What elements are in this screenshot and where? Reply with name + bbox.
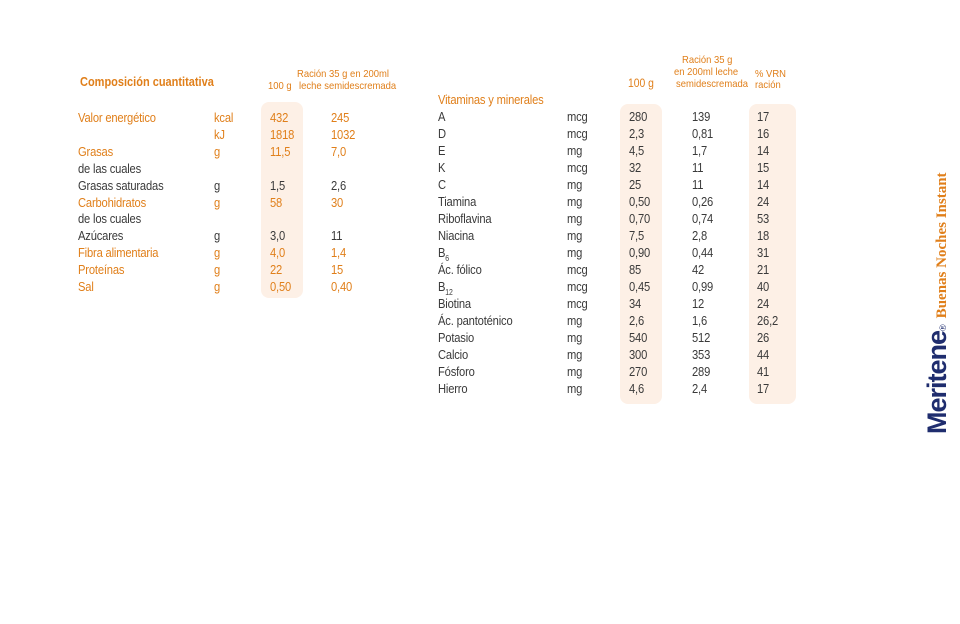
vitamin-vrn-percent: 14 bbox=[757, 143, 770, 158]
left-col-serving-header-1: Ración 35 g en 200ml bbox=[297, 68, 389, 80]
vitamin-unit: mg bbox=[567, 347, 583, 362]
value-per-100g: 1,5 bbox=[270, 177, 286, 193]
vitamin-unit: mg bbox=[567, 245, 583, 260]
nutrient-unit: g bbox=[214, 228, 221, 244]
vitamin-subscript: 6 bbox=[445, 254, 449, 263]
value-per-serving: 7,0 bbox=[331, 143, 347, 159]
nutrient-unit: g bbox=[214, 143, 221, 159]
vitamin-per-serving: 42 bbox=[692, 262, 705, 277]
value-per-serving: 245 bbox=[331, 110, 350, 125]
nutrient-name: Grasas saturadas bbox=[78, 177, 164, 193]
vitamin-name: Ác. fólico bbox=[438, 262, 482, 277]
registered-mark: ® bbox=[938, 324, 948, 331]
value-per-serving: 15 bbox=[331, 262, 344, 278]
vitamin-vrn-percent: 16 bbox=[757, 126, 770, 141]
vitamin-per-serving: 0,44 bbox=[692, 245, 714, 260]
value-per-serving: 30 bbox=[331, 194, 344, 210]
value-per-100g: 22 bbox=[270, 262, 283, 278]
value-per-100g: 432 bbox=[270, 110, 289, 125]
vitamin-name: E bbox=[438, 143, 446, 158]
vitamin-per-serving: 0,81 bbox=[692, 126, 714, 141]
vitamin-per-100g: 300 bbox=[629, 347, 648, 362]
vitamin-per-serving: 289 bbox=[692, 364, 711, 379]
vitamin-name: A bbox=[438, 109, 446, 124]
vitamin-vrn-percent: 26,2 bbox=[757, 313, 779, 328]
vitamin-per-100g: 7,5 bbox=[629, 228, 645, 243]
nutrient-name: Carbohidratos bbox=[78, 194, 146, 210]
vitamin-per-100g: 25 bbox=[629, 177, 642, 192]
vitamin-vrn-percent: 26 bbox=[757, 330, 770, 345]
vitamin-unit: mg bbox=[567, 211, 583, 226]
vitamin-per-serving: 2,8 bbox=[692, 228, 708, 243]
vitamin-per-100g: 4,5 bbox=[629, 143, 645, 158]
vitamin-unit: mcg bbox=[567, 279, 588, 294]
vitamin-name: $B_{12}$ bbox=[438, 279, 453, 297]
vitamin-per-100g: 0,70 bbox=[629, 211, 651, 226]
vitamin-per-serving: 11 bbox=[692, 177, 704, 192]
nutrient-name: Grasas bbox=[78, 143, 114, 159]
vitamin-vrn-percent: 40 bbox=[757, 279, 770, 294]
vitamin-unit: mcg bbox=[567, 109, 588, 124]
nutrient-name: Proteínas bbox=[78, 262, 125, 278]
nutrient-unit: g bbox=[214, 194, 221, 210]
vitamin-per-serving: 512 bbox=[692, 330, 711, 345]
vitamin-name: K bbox=[438, 160, 446, 175]
vitamin-name: Tiamina bbox=[438, 194, 477, 209]
value-per-100g: 58 bbox=[270, 194, 283, 210]
vitamin-per-serving: 0,99 bbox=[692, 279, 714, 294]
right-col-per100-header: 100 g bbox=[628, 78, 654, 90]
vitamin-vrn-percent: 53 bbox=[757, 211, 770, 226]
vitamin-unit: mcg bbox=[567, 126, 588, 141]
right-col-serving-header-3: semidescremada bbox=[676, 78, 748, 90]
vitamin-per-100g: 0,50 bbox=[629, 194, 651, 209]
product-name: Buenas Noches Instant bbox=[934, 172, 950, 319]
value-per-100g: 11,5 bbox=[270, 143, 291, 159]
vitamin-per-100g: 540 bbox=[629, 330, 648, 345]
value-per-100g: 4,0 bbox=[270, 245, 286, 261]
vitamin-vrn-percent: 31 bbox=[757, 245, 770, 260]
value-per-100g: 3,0 bbox=[270, 228, 286, 244]
vitamin-name: C bbox=[438, 177, 446, 192]
nutrient-name: Azúcares bbox=[78, 228, 124, 244]
vitamin-per-100g: 2,6 bbox=[629, 313, 645, 328]
nutrient-name: de los cuales bbox=[78, 211, 142, 227]
vitamin-per-serving: 139 bbox=[692, 109, 711, 124]
vitamin-name: D bbox=[438, 126, 446, 141]
right-col-serving-header-2: en 200ml leche bbox=[674, 66, 739, 78]
brand-vertical-label bbox=[922, 94, 953, 434]
vitamin-unit: mg bbox=[567, 330, 583, 345]
vitamin-unit: mcg bbox=[567, 160, 588, 175]
vitamin-name: Biotina bbox=[438, 296, 471, 311]
vitamin-per-serving: 1,6 bbox=[692, 313, 708, 328]
value-per-serving: 1,4 bbox=[331, 245, 347, 261]
nutrient-unit: g bbox=[214, 262, 221, 278]
vitamin-per-100g: 34 bbox=[629, 296, 642, 311]
right-table-title: Vitaminas y minerales bbox=[438, 92, 544, 107]
vitamin-unit: mg bbox=[567, 177, 583, 192]
right-col-serving-header-1: Ración 35 g bbox=[682, 54, 733, 66]
vitamin-per-100g: 280 bbox=[629, 109, 648, 124]
vitamin-unit: mcg bbox=[567, 296, 588, 311]
nutrient-unit: g bbox=[214, 245, 221, 261]
nutrient-unit: kJ bbox=[214, 126, 225, 142]
vitamin-per-100g: 2,3 bbox=[629, 126, 645, 141]
vitamin-name: $B_6$ bbox=[438, 245, 449, 263]
vitamin-unit: mcg bbox=[567, 262, 588, 277]
vitamin-unit: mg bbox=[567, 194, 583, 209]
vitamin-per-100g: 4,6 bbox=[629, 381, 645, 396]
vitamin-per-100g: 0,45 bbox=[629, 279, 651, 294]
value-per-serving: 2,6 bbox=[331, 177, 347, 193]
meritene-logo: Meritene bbox=[922, 330, 952, 434]
vitamin-per-100g: 0,90 bbox=[629, 245, 651, 260]
vitamin-unit: mg bbox=[567, 228, 583, 243]
vitamin-vrn-percent: 24 bbox=[757, 296, 770, 311]
left-col-serving-header-2: leche semidescremada bbox=[299, 80, 397, 92]
vitamin-unit: mg bbox=[567, 364, 583, 379]
vitamin-unit: mg bbox=[567, 313, 583, 328]
vitamin-unit: mg bbox=[567, 381, 583, 396]
vitamin-name: Niacina bbox=[438, 228, 475, 243]
vitamin-per-serving: 2,4 bbox=[692, 381, 708, 396]
nutrient-name: Sal bbox=[78, 279, 94, 294]
vitamin-vrn-percent: 15 bbox=[757, 160, 770, 175]
vitamin-per-serving: 353 bbox=[692, 347, 711, 362]
nutrient-unit: g bbox=[214, 177, 221, 193]
vitamin-vrn-percent: 17 bbox=[757, 109, 770, 124]
vitamin-vrn-percent: 21 bbox=[757, 262, 770, 277]
vitamin-name: Hierro bbox=[438, 381, 468, 396]
vitamin-per-serving: 1,7 bbox=[692, 143, 708, 158]
vitamin-vrn-percent: 41 bbox=[757, 364, 770, 379]
vitamin-vrn-percent: 14 bbox=[757, 177, 770, 192]
vitamin-name: Calcio bbox=[438, 347, 469, 362]
vitamin-vrn-percent: 24 bbox=[757, 194, 770, 209]
nutrient-unit: g bbox=[214, 279, 221, 294]
value-per-serving: 0,40 bbox=[331, 279, 353, 294]
vitamin-vrn-percent: 17 bbox=[757, 381, 770, 396]
vitamin-per-serving: 0,26 bbox=[692, 194, 714, 209]
nutrient-name: de las cuales bbox=[78, 160, 142, 176]
left-col-per100-header: 100 g bbox=[268, 80, 292, 92]
right-col-vrn-header-2: ración bbox=[755, 79, 781, 91]
vitamin-per-serving: 11 bbox=[692, 160, 704, 175]
right-col-vrn-header-1: % VRN bbox=[755, 68, 786, 80]
vitamin-per-serving: 12 bbox=[692, 296, 705, 311]
value-per-serving: 11 bbox=[331, 228, 343, 244]
value-per-serving: 1032 bbox=[331, 126, 356, 142]
vitamin-per-100g: 270 bbox=[629, 364, 648, 379]
vitamin-name: Fósforo bbox=[438, 364, 475, 379]
nutrient-name: Fibra alimentaria bbox=[78, 245, 159, 261]
vitamin-subscript: 12 bbox=[445, 288, 453, 297]
vitamin-name: Potasio bbox=[438, 330, 475, 345]
vitamin-per-100g: 32 bbox=[629, 160, 642, 175]
vitamin-per-100g: 85 bbox=[629, 262, 642, 277]
vitamin-unit: mg bbox=[567, 143, 583, 158]
value-per-100g: 0,50 bbox=[270, 279, 292, 294]
vitamin-vrn-percent: 44 bbox=[757, 347, 770, 362]
vitamin-name: Riboflavina bbox=[438, 211, 492, 226]
value-per-100g: 1818 bbox=[270, 126, 295, 142]
nutrient-name: Valor energético bbox=[78, 110, 156, 125]
left-table-title: Composición cuantitativa bbox=[80, 75, 214, 89]
vitamin-per-serving: 0,74 bbox=[692, 211, 714, 226]
vitamin-vrn-percent: 18 bbox=[757, 228, 770, 243]
vitamin-name: Ác. pantoténico bbox=[438, 313, 513, 328]
nutrient-unit: kcal bbox=[214, 110, 234, 125]
